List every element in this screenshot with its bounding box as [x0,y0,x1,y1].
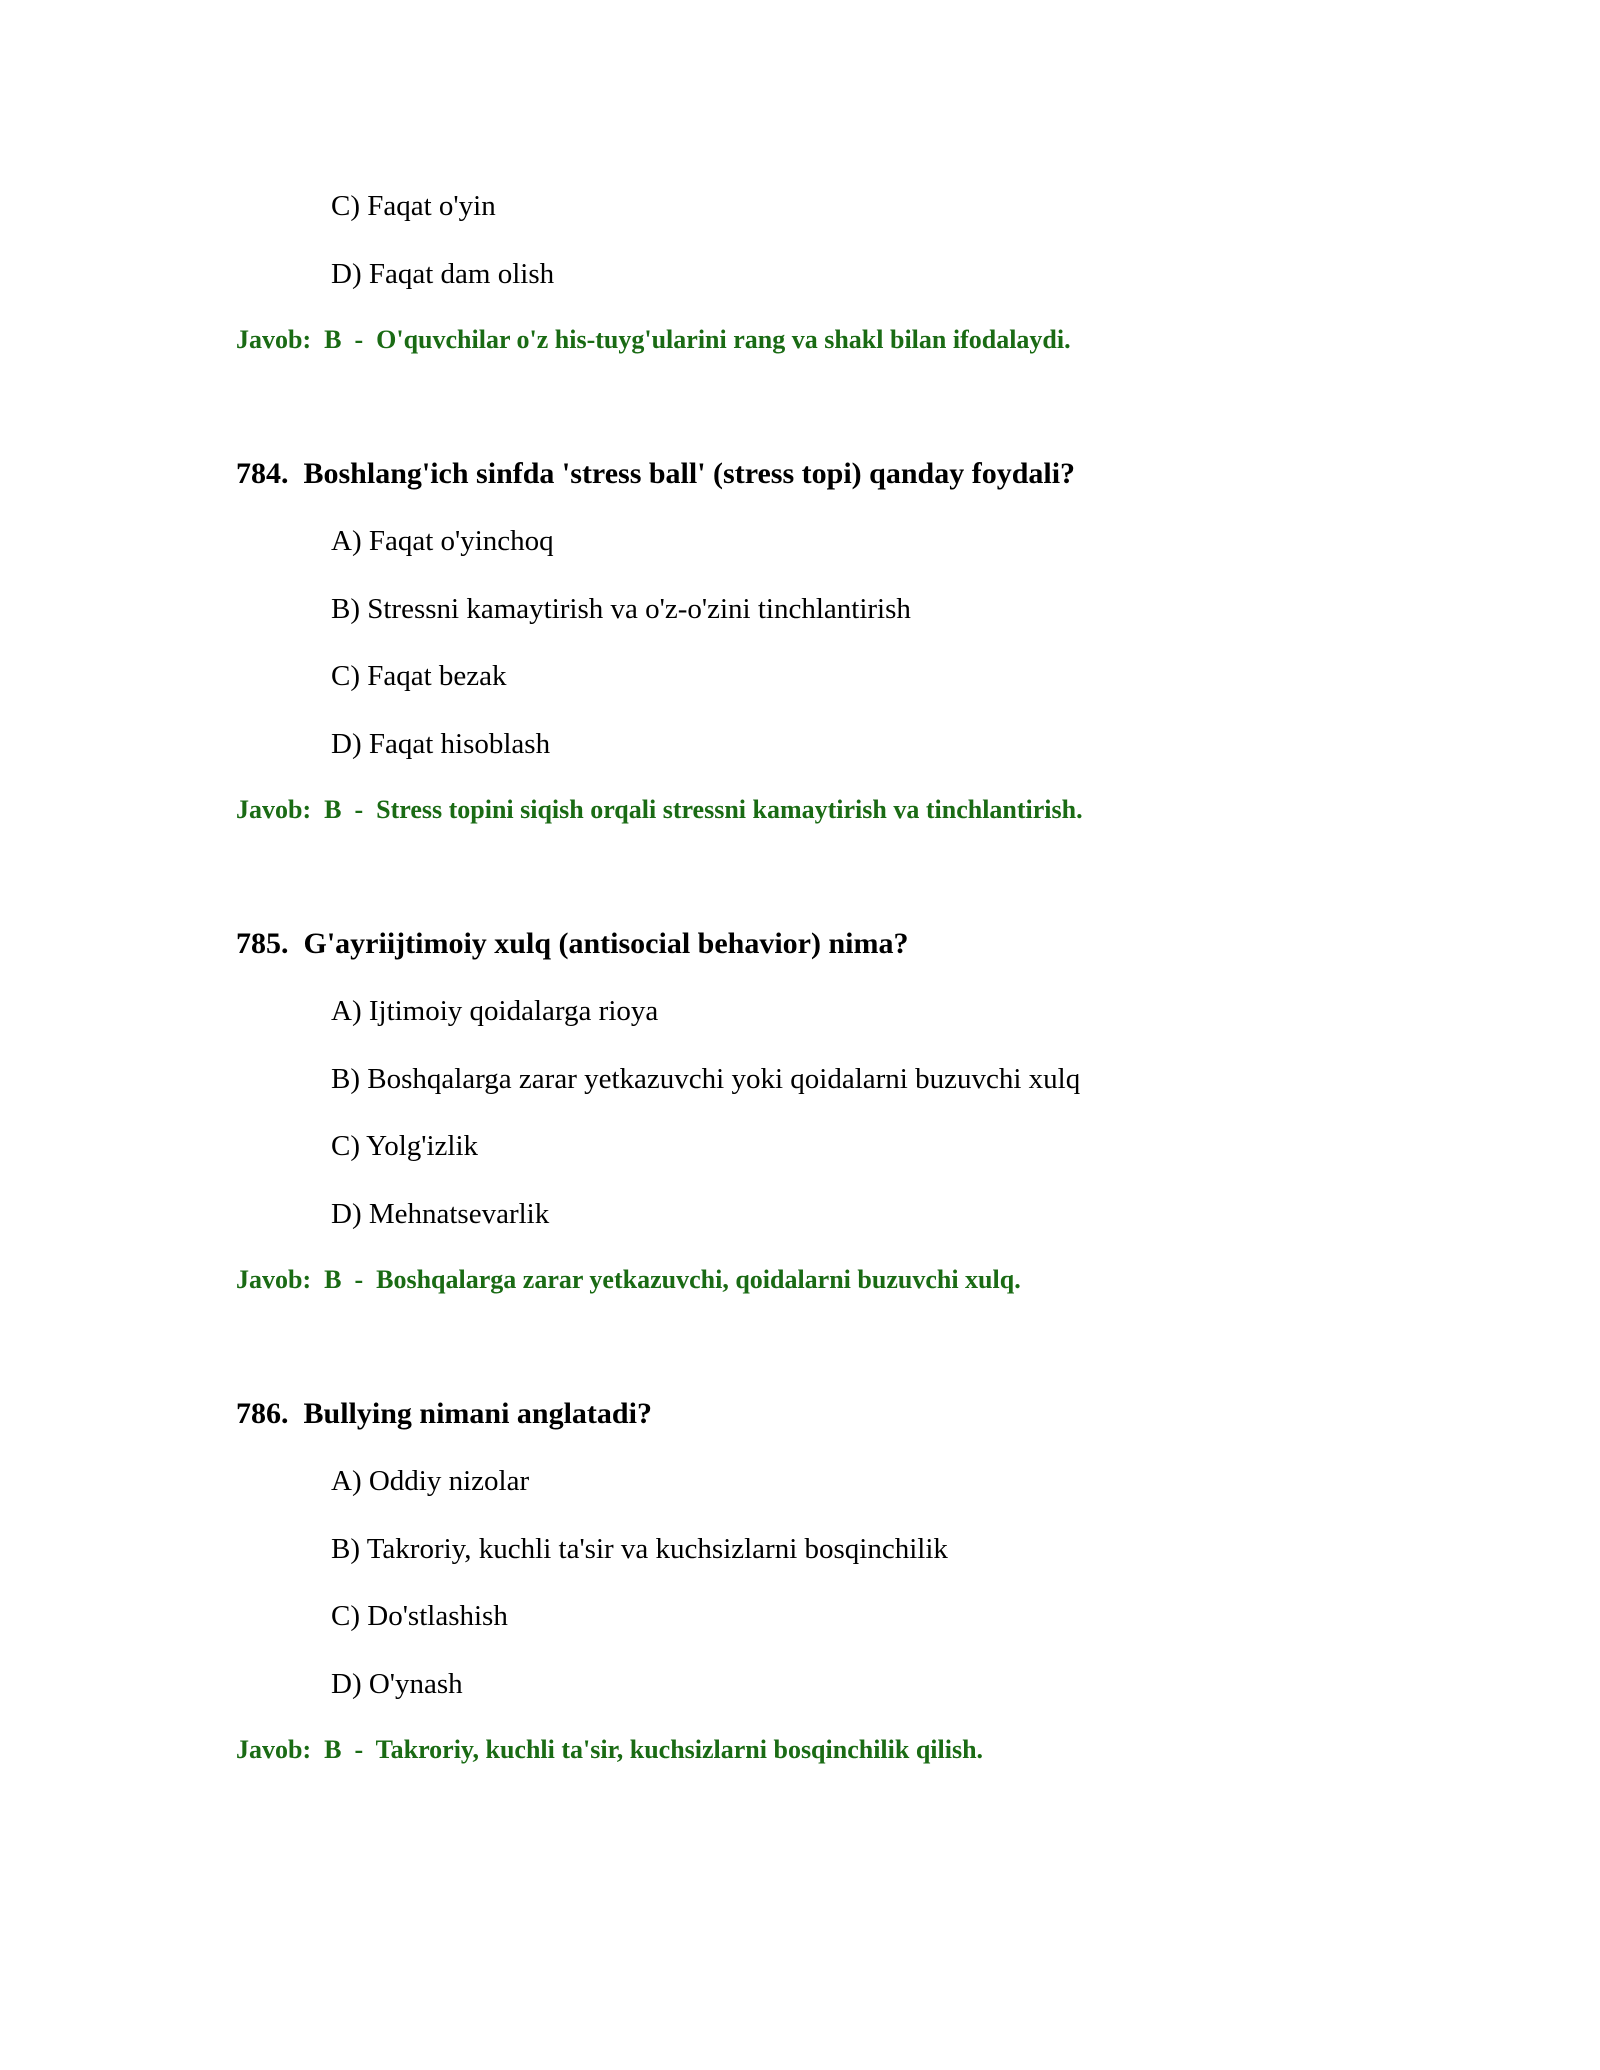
question-text: Boshlang'ich sinfda 'stress ball' (stress topi) qanday foydali? [303,457,1076,490]
option-b: B) Stressni kamaytirish va o'z-o'zini tinchlantirish [331,593,911,625]
answer-text: Takroriy, kuchli ta'sir, kuchsizlarni bosqinchilik qilish. [375,1735,984,1764]
option-a: A) Ijtimoiy qoidalarga rioya [331,995,659,1027]
question-text: Bullying nimani anglatadi? [303,1397,652,1430]
answer-dash: - [354,1735,364,1764]
answer-text: O'quvchilar o'z his-tuyg'ularini rang va shakl bilan ifodalaydi. [376,325,1071,354]
option-b: B) Takroriy, kuchli ta'sir va kuchsizlarni bosqinchilik [331,1533,948,1565]
option-d: D) Faqat dam olish [331,258,555,290]
answer-letter: B [324,325,342,354]
answer-text: Boshqalarga zarar yetkazuvchi, qoidalarni buzuvchi xulq. [376,1265,1021,1294]
option-c: C) Faqat o'yin [331,190,496,222]
answer-prefix: Javob: [236,1265,312,1294]
answer-letter: B [324,795,342,824]
answer-dash: - [354,325,364,354]
question-785 [236,929,909,959]
answer-line [236,797,1083,823]
answer-prefix: Javob: [236,1735,312,1764]
option-c: C) Do'stlashish [331,1600,508,1632]
answer-prefix: Javob: [236,795,312,824]
question-number: 785. [236,927,289,960]
answer-letter: B [324,1735,342,1764]
question-number: 786. [236,1397,289,1430]
answer-dash: - [354,795,364,824]
option-c: C) Faqat bezak [331,660,507,692]
option-d: D) Mehnatsevarlik [331,1198,550,1230]
question-786 [236,1399,652,1429]
option-a: A) Oddiy nizolar [331,1465,530,1497]
question-number: 784. [236,457,289,490]
question-text: G'ayriijtimoiy xulq (antisocial behavior) nima? [303,927,909,960]
option-c: C) Yolg'izlik [331,1130,479,1162]
option-b: B) Boshqalarga zarar yetkazuvchi yoki qoidalarni buzuvchi xulq [331,1063,1081,1095]
answer-text: Stress topini siqish orqali stressni kamaytirish va tinchlantirish. [376,795,1083,824]
answer-line [236,1737,983,1763]
question-784 [236,459,1075,489]
option-d: D) Faqat hisoblash [331,728,551,760]
answer-line [236,1267,1021,1293]
answer-line [236,327,1071,353]
answer-dash: - [354,1265,364,1294]
answer-prefix: Javob: [236,325,312,354]
option-a: A) Faqat o'yinchoq [331,525,554,557]
answer-letter: B [324,1265,342,1294]
option-d: D) O'ynash [331,1668,463,1700]
